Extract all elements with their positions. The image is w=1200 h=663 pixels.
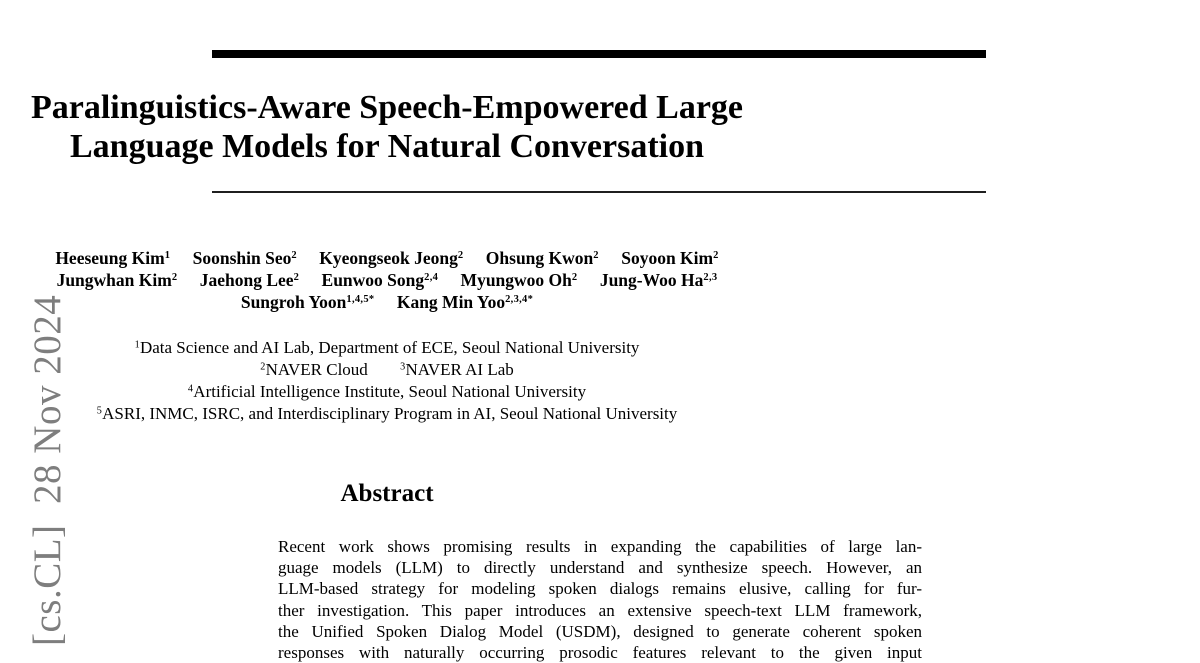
author — [200, 269, 299, 291]
author-affil-sup: 2 — [293, 272, 300, 284]
author-affil-sup: 2,3,4* — [505, 294, 534, 306]
abstract-line: responses with naturally occurring prosodic features relevant to the given input — [278, 643, 922, 663]
title-rule-top — [212, 50, 986, 58]
author-name: Jungwhan Kim — [56, 270, 172, 290]
author — [241, 291, 375, 313]
abstract-heading: Abstract — [340, 480, 434, 507]
author-name: Eunwoo Song — [321, 270, 425, 290]
abstract-line: ther investigation. This paper introduces an extensive speech-text LLM framework, — [278, 600, 922, 620]
author — [397, 291, 533, 313]
author-name: Kang Min Yoo — [396, 292, 506, 312]
affiliation-line-4 — [0, 403, 774, 425]
author-affil-sup: 2 — [457, 250, 464, 262]
affiliation-line-1 — [0, 337, 774, 359]
author-block — [0, 247, 774, 313]
affil-sup: 1 — [134, 339, 140, 351]
title-rule-bottom — [212, 191, 986, 193]
author-affil-sup: 1,4,5* — [346, 294, 375, 306]
author-row-1 — [0, 247, 774, 269]
author — [322, 269, 439, 291]
author — [57, 269, 178, 291]
affiliation — [188, 381, 586, 403]
affil-text: Data Science and AI Lab, Department of ECE, Seoul National University — [139, 338, 640, 357]
author-name: Jung-Woo Ha — [599, 270, 704, 290]
affil-text: Artificial Intelligence Institute, Seoul National University — [193, 382, 587, 401]
author — [319, 247, 463, 269]
author-name: Soonshin Seo — [192, 248, 292, 268]
author-affil-sup: 2 — [571, 272, 578, 284]
abstract-line: guage models (LLM) to directly understand and synthesize speech. However, an — [278, 558, 922, 578]
author-name: Kyeongseok Jeong — [319, 248, 458, 268]
author-row-3 — [0, 291, 774, 313]
author — [621, 247, 718, 269]
author-name: Soyoon Kim — [621, 248, 714, 268]
affiliation — [135, 337, 640, 359]
author-affil-sup: 2 — [713, 250, 719, 262]
abstract-line: LLM-based strategy for modeling spoken dialogs remains elusive, calling for fur- — [278, 579, 922, 599]
paper-title-line1: Paralinguistics-Aware Speech-Empowered Large — [30, 89, 744, 126]
author-name: Ohsung Kwon — [485, 248, 594, 268]
affiliation-line-3 — [0, 381, 774, 403]
author-affil-sup: 2 — [593, 250, 599, 262]
affil-text: ASRI, INMC, ISRC, and Interdisciplinary Program in AI, Seoul National University — [102, 404, 678, 423]
author-affil-sup: 2 — [171, 272, 178, 284]
author-affil-sup: 2 — [291, 250, 297, 262]
author — [486, 247, 599, 269]
abstract-line: the Unified Spoken Dialog Model (USDM), designed to generate coherent spoken — [278, 621, 922, 641]
author-name: Heeseung Kim — [55, 248, 165, 268]
author-name: Jaehong Lee — [199, 270, 294, 290]
author-row-2 — [0, 269, 774, 291]
paper-title-line2: Language Models for Natural Conversation — [69, 128, 705, 165]
affiliation — [260, 359, 368, 381]
affil-text: NAVER Cloud — [265, 360, 368, 379]
author-affil-sup: 1 — [164, 250, 171, 262]
author — [461, 269, 578, 291]
author — [600, 269, 718, 291]
affil-sup: 5 — [96, 405, 103, 417]
abstract-line: Recent work shows promising results in expanding the capabilities of large lan- — [278, 537, 922, 556]
affiliation-line-2 — [0, 359, 774, 381]
affil-sup: 2 — [260, 361, 266, 373]
arxiv-watermark: [cs.CL] 28 Nov 2024 — [26, 294, 69, 646]
author-name: Sungroh Yoon — [240, 292, 347, 312]
affiliation — [400, 359, 514, 381]
author — [193, 247, 297, 269]
affiliation — [97, 403, 678, 425]
paper-title — [0, 88, 774, 166]
affil-sup: 3 — [400, 361, 406, 373]
author-affil-sup: 2,4 — [424, 272, 439, 284]
author — [55, 247, 170, 269]
abstract-body — [278, 536, 922, 663]
affil-sup: 4 — [187, 383, 194, 395]
affil-text: NAVER AI Lab — [405, 360, 514, 379]
affiliation-block — [0, 337, 774, 425]
author-affil-sup: 2,3 — [703, 272, 718, 284]
author-name: Myungwoo Oh — [460, 270, 572, 290]
